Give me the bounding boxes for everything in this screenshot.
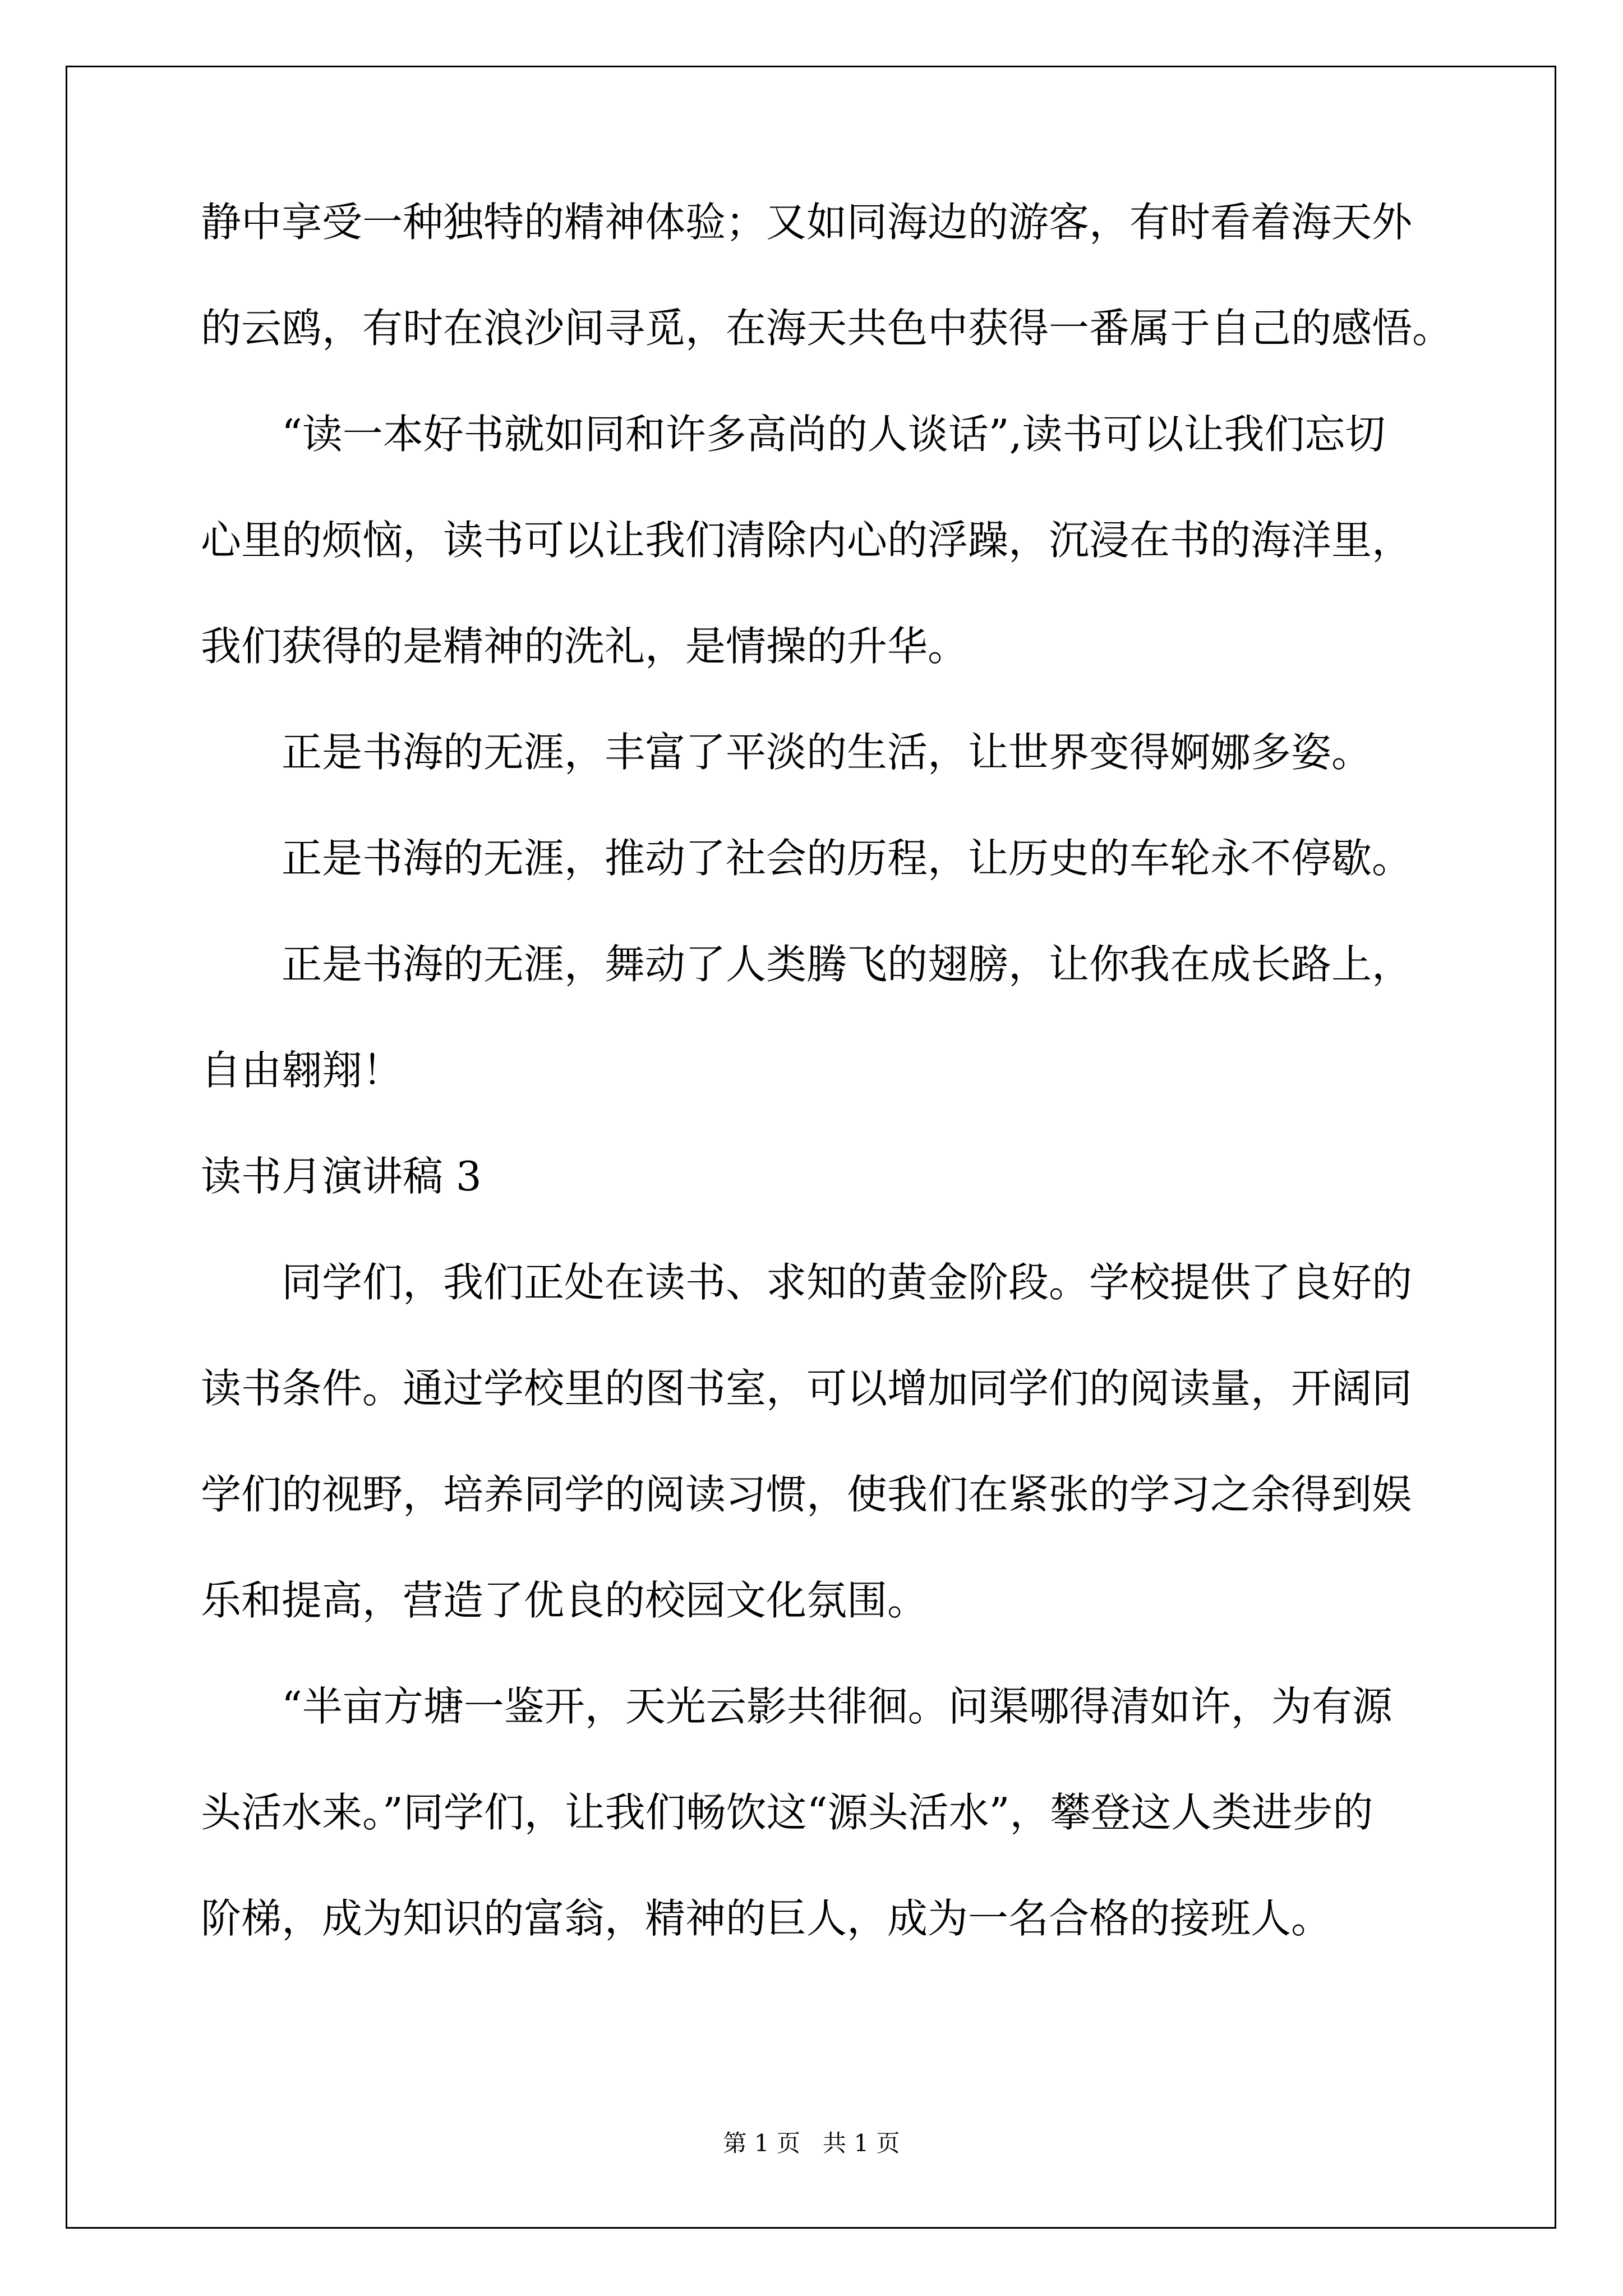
paragraph-line: 读书条件。通过学校里的图书室，可以增加同学们的阅读量，开阔同	[201, 1365, 1413, 1412]
paragraph-line: 正是书海的无涯，推动了社会的历程，让历史的车轮永不停歇。	[282, 835, 1413, 882]
paragraph-line: 学们的视野，培养同学的阅读习惯，使我们在紧张的学习之余得到娱	[201, 1471, 1413, 1518]
paragraph-line: 阶梯，成为知识的富翁，精神的巨人，成为一名合格的接班人。	[201, 1895, 1332, 1942]
paragraph-line: 同学们，我们正处在读书、求知的黄金阶段。学校提供了良好的	[282, 1259, 1413, 1306]
section-heading: 读书月演讲稿 3	[201, 1153, 482, 1200]
paragraph-line: 自由翱翔！	[201, 1047, 403, 1094]
paragraph-line: “半亩方塘一鉴开，天光云影共徘徊。问渠哪得清如许，为有源	[282, 1683, 1393, 1730]
paragraph-line: 心里的烦恼，读书可以让我们清除内心的浮躁，沉浸在书的海洋里，	[201, 517, 1413, 564]
paragraph-line: “读一本好书就如同和许多高尚的人谈话”,读书可以让我们忘切	[282, 411, 1386, 458]
paragraph-line: 正是书海的无涯，丰富了平淡的生活，让世界变得婀娜多姿。	[282, 729, 1372, 776]
paragraph-line: 静中享受一种独特的精神体验；又如同海边的游客，有时看着海天外	[201, 199, 1413, 246]
paragraph-line: 我们获得的是精神的洗礼，是情操的升华。	[201, 623, 969, 670]
paragraph-line: 头活水来。”同学们，让我们畅饮这“源头活水”，攀登这人类进步的	[201, 1789, 1373, 1836]
paragraph-line: 正是书海的无涯，舞动了人类腾飞的翅膀，让你我在成长路上，	[282, 941, 1413, 988]
paragraph-line: 乐和提高，营造了优良的校园文化氛围。	[201, 1577, 928, 1624]
paragraph-line: 的云鸥，有时在浪沙间寻觅，在海天共色中获得一番属于自己的感悟。	[201, 305, 1453, 352]
page-number: 第 1 页 共 1 页	[723, 2129, 900, 2157]
